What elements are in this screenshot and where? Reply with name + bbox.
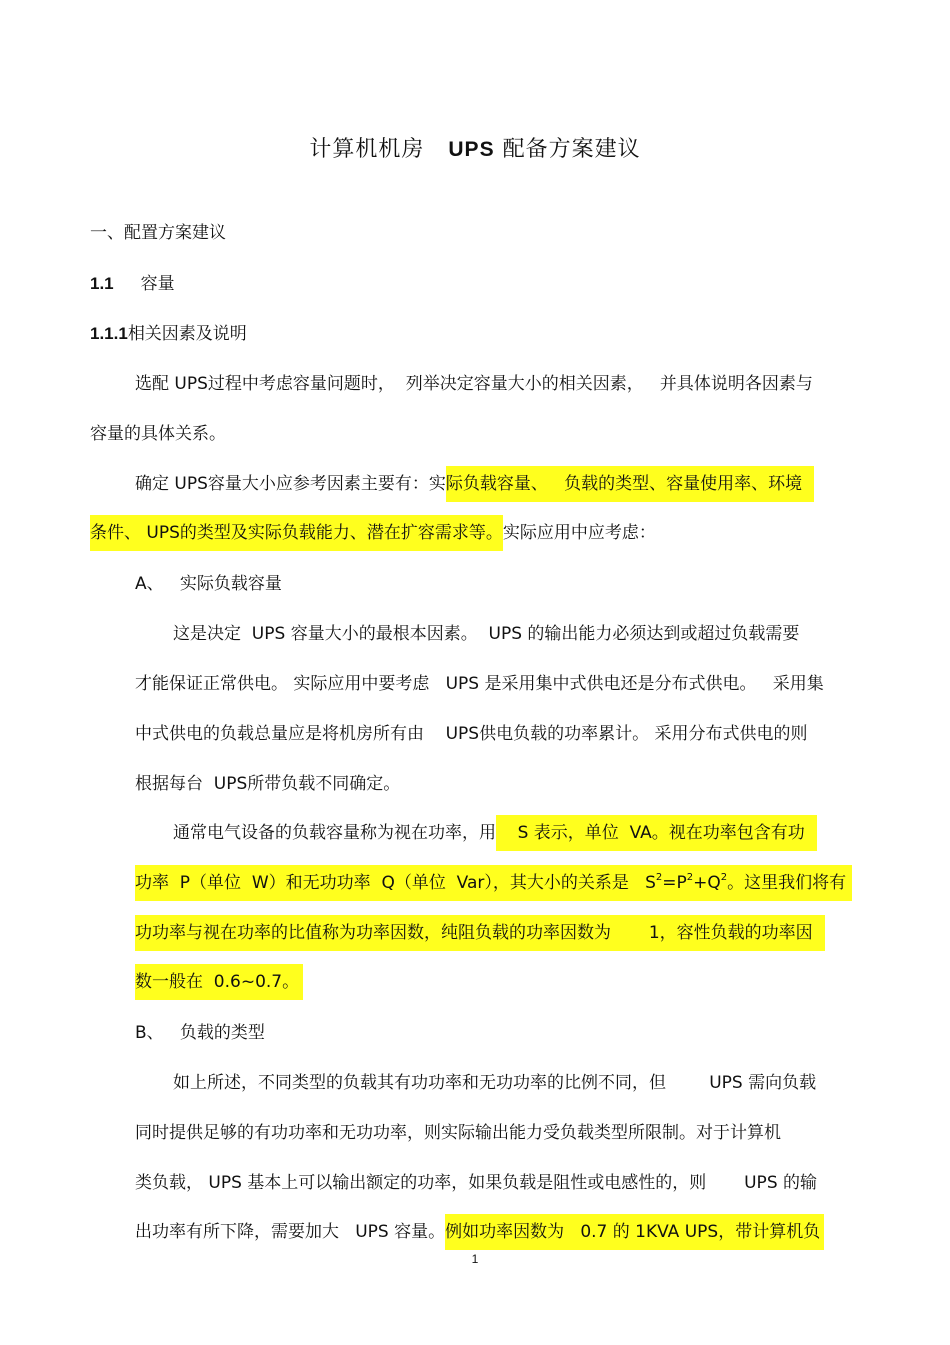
paragraph-2-line-2-plain: 实际应用中应考虑：: [502, 523, 656, 543]
heading-1-1-1-text: 相关因素及说明: [127, 324, 247, 344]
section-b-heading: B、 负载的类型: [135, 1023, 265, 1043]
power-relation-p: =P: [662, 873, 687, 893]
highlight-power-relation: [135, 865, 852, 901]
title-ups: UPS: [448, 138, 495, 161]
highlight-example: 例如功率因数为 0.7 的 1KVA UPS，带计算机负: [445, 1214, 824, 1250]
highlight-factors-2: 条件、 UPS的类型及实际负载能力、潜在扩容需求等。: [90, 515, 503, 551]
section-b-line-1: 如上所述，不同类型的负载其有功功率和无功功率的比例不同，但 UPS 需向负载: [173, 1073, 817, 1093]
highlight-factors-1: 际负载容量、 负载的类型、容量使用率、环境: [446, 466, 814, 502]
section-b-line-3: 类负载， UPS 基本上可以输出额定的功率，如果负载是阻性或电感性的，则 UPS 的输: [135, 1173, 818, 1193]
heading-1-1: [90, 271, 175, 297]
power-relation-sup-p: 2: [686, 872, 694, 883]
heading-1: 一、配置方案建议: [90, 223, 226, 243]
power-paragraph-line-1-plain: 通常电气设备的负载容量称为视在功率，用: [173, 823, 496, 843]
page-number: 1: [471, 1252, 479, 1266]
paragraph-2-line-1-plain: 确定 UPS容量大小应参考因素主要有：实: [135, 474, 446, 494]
highlight-capacitive-range: 数一般在 0.6~0.7。: [135, 964, 303, 1000]
highlight-power-factor: 功功率与视在功率的比值称为功率因数，纯阻负载的功率因数为 1，容性负载的功率因: [135, 915, 825, 951]
section-a-line-1: 这是决定 UPS 容量大小的最根本因素。 UPS 的输出能力必须达到或超过负载需要: [173, 624, 800, 644]
paragraph-2-line-1: [135, 471, 814, 497]
section-a-line-3: 中式供电的负载总量应是将机房所有由 UPS供电负载的功率累计。 采用分布式供电的则: [135, 724, 808, 744]
power-paragraph-line-4: [135, 969, 303, 995]
paragraph-2-line-2: [90, 520, 656, 546]
paragraph-1-line-1: 选配 UPS过程中考虑容量问题时， 列举决定容量大小的相关因素， 并具体说明各因素与: [135, 374, 813, 394]
document-title: [0, 134, 950, 166]
heading-1-1-text: 容量: [140, 274, 175, 294]
title-suffix: 配备方案建议: [502, 137, 641, 162]
heading-1-1-number: 1.1: [90, 274, 114, 293]
power-paragraph-line-2: [135, 870, 852, 896]
power-paragraph-line-3: [135, 920, 825, 946]
power-paragraph-line-1: [173, 820, 817, 846]
section-a-line-4: 根据每台 UPS所带负载不同确定。: [135, 774, 401, 794]
paragraph-1-line-2: 容量的具体关系。: [90, 424, 226, 444]
heading-1-1-1-number: 1.1.1: [90, 324, 128, 343]
power-relation-text: 功率 P（单位 W）和无功功率 Q（单位 Var），其大小的关系是 S: [135, 873, 656, 893]
section-b-line-4-plain: 出功率有所下降，需要加大 UPS 容量。: [135, 1222, 446, 1242]
section-b-line-2: 同时提供足够的有功功率和无功功率，则实际输出能力受负载类型所限制。对于计算机: [135, 1123, 781, 1143]
section-a-heading: A、 实际负载容量: [135, 574, 282, 594]
section-a-line-2: 才能保证正常供电。 实际应用中要考虑 UPS 是采用集中式供电还是分布式供电。 采用集: [135, 674, 824, 694]
highlight-apparent-power: S 表示，单位 VA。视在功率包含有功: [496, 815, 817, 851]
power-relation-sup-s: 2: [655, 872, 663, 883]
heading-1-1-1: [90, 321, 247, 347]
power-relation-q: +Q: [693, 873, 721, 893]
title-prefix: 计算机机房: [309, 137, 425, 162]
power-relation-sup-q: 2: [720, 872, 728, 883]
power-relation-tail: 。这里我们将有: [727, 873, 847, 893]
section-b-line-4: [135, 1219, 824, 1245]
